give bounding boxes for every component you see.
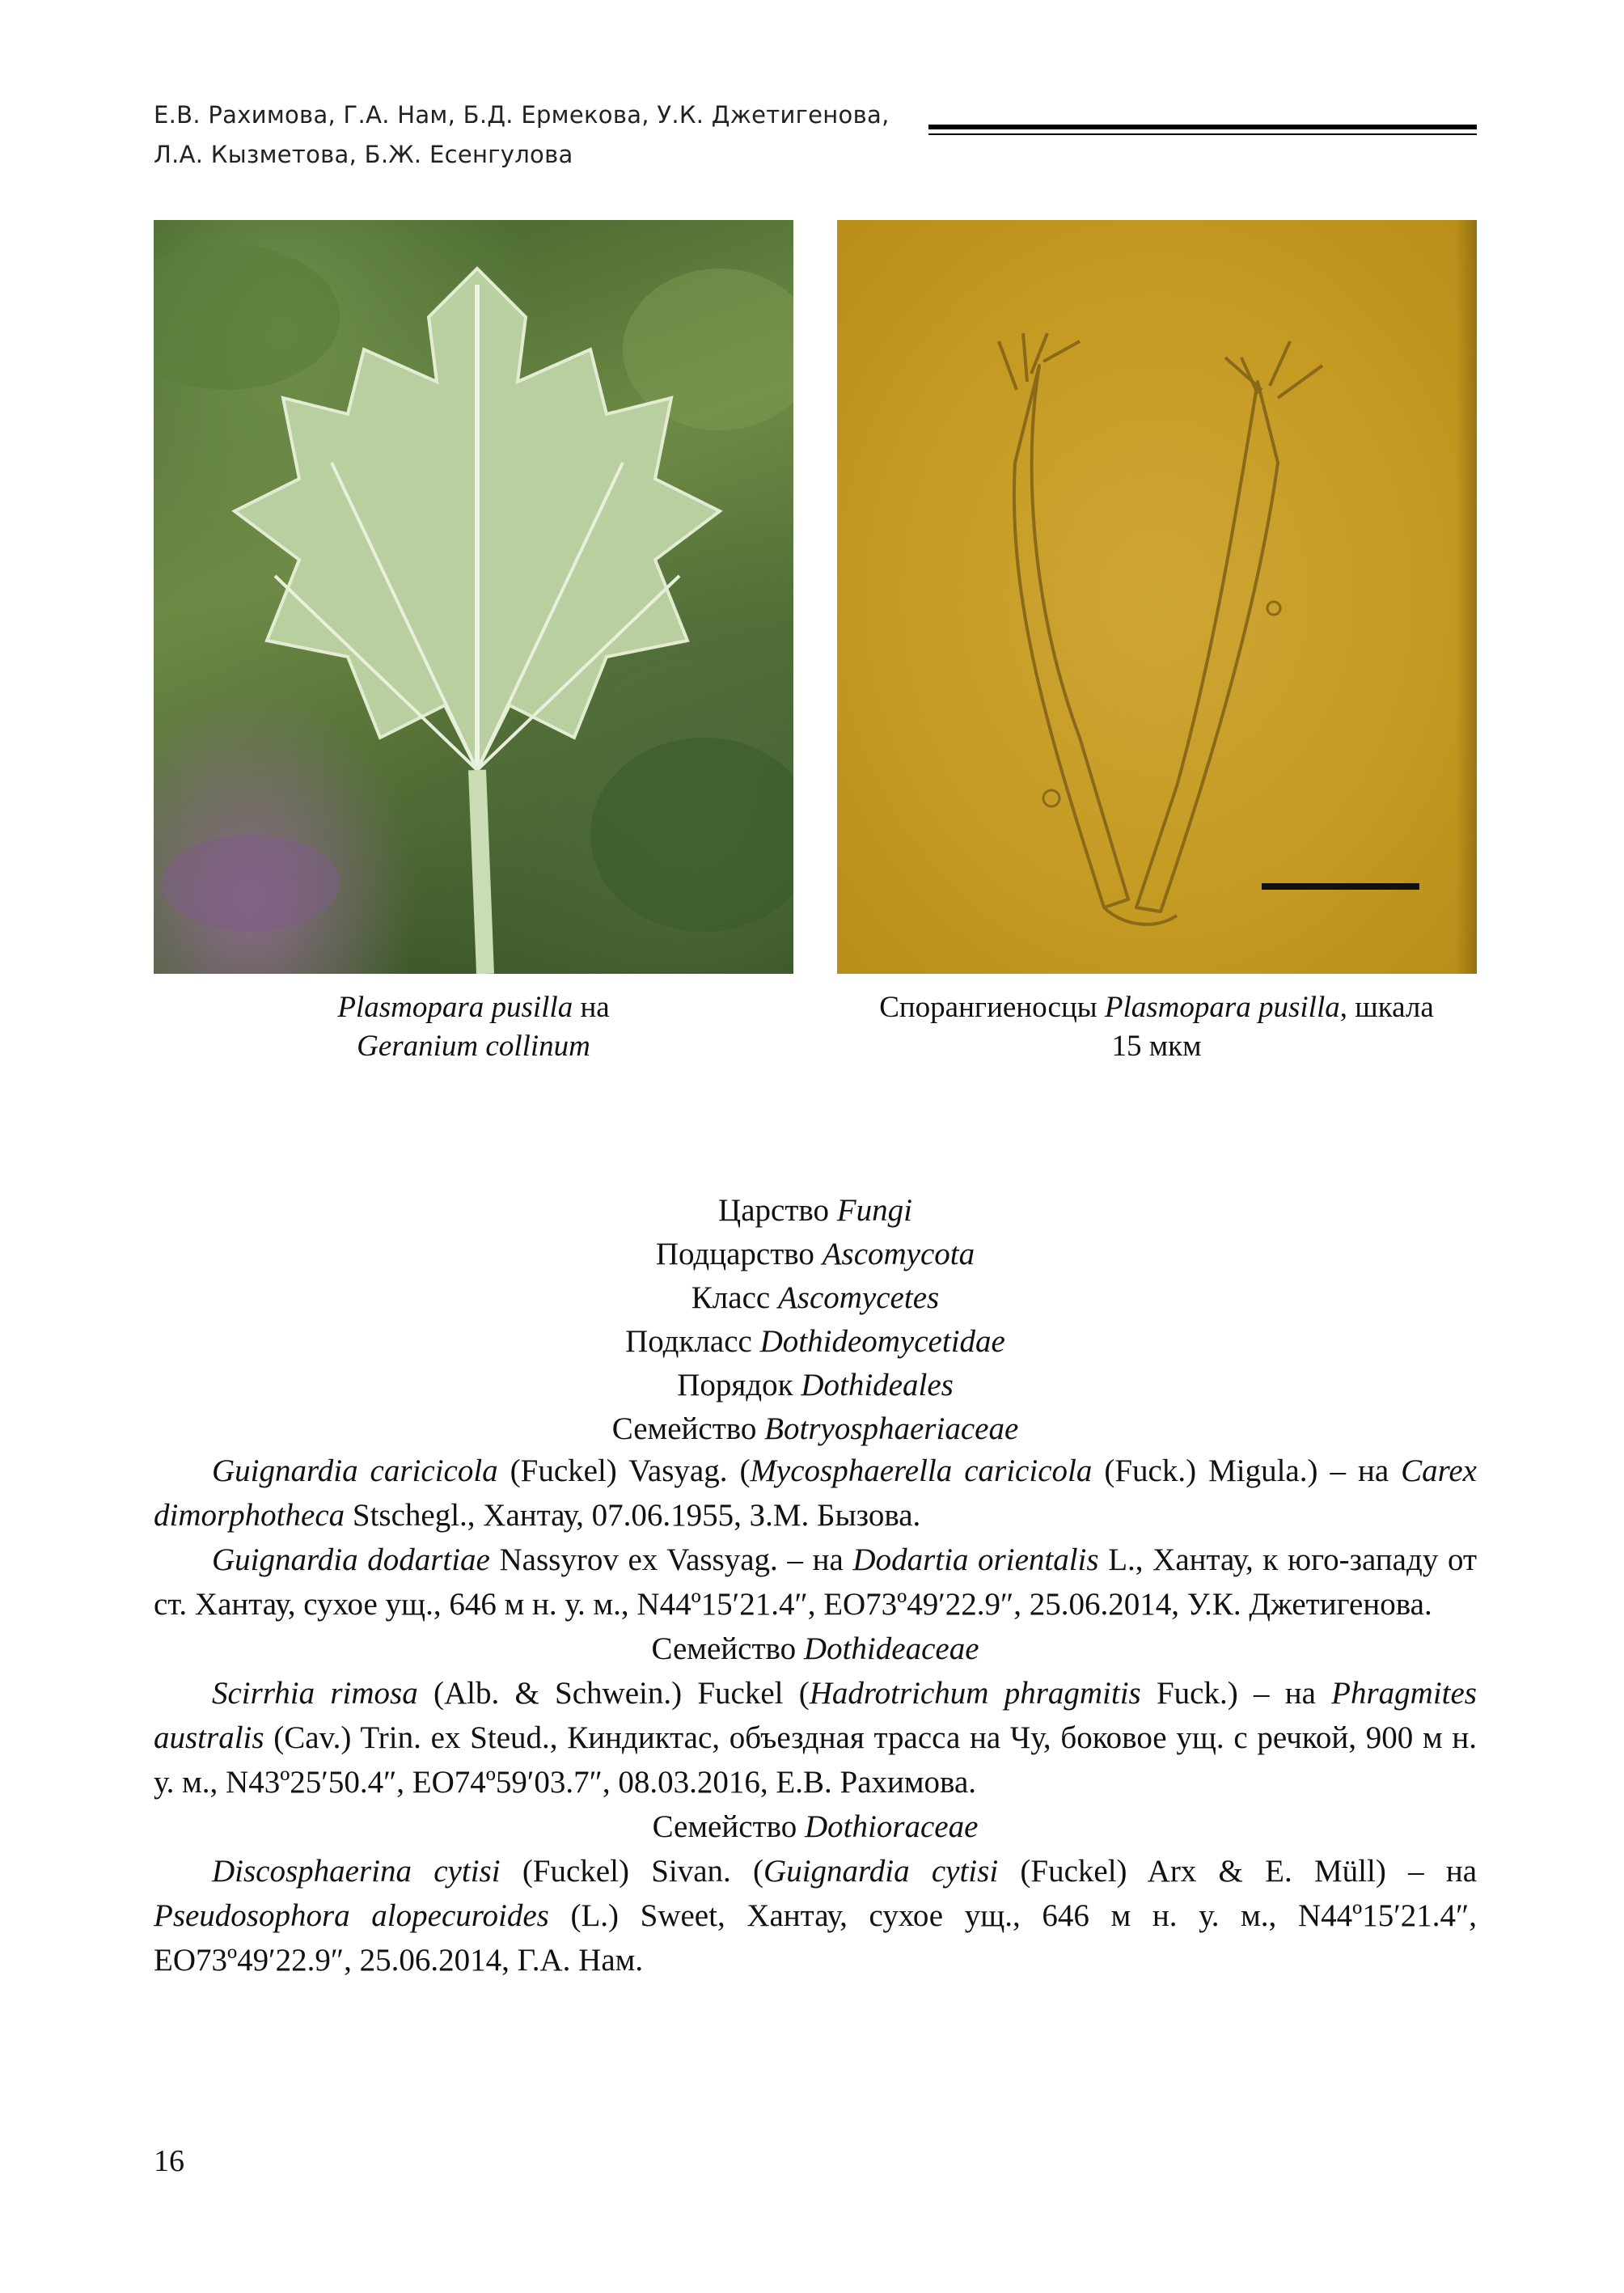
caption-left-line-1: Plasmopara pusilla на [337,991,610,1024]
taxon-class: Класс Ascomycetes [691,1280,940,1315]
species-name: Plasmopara pusilla [1104,991,1340,1024]
running-header-authors [154,95,922,175]
taxon-kingdom: Царство Fungi [718,1193,912,1228]
host-name: Geranium collinum [357,1030,590,1063]
photo-sporangiophores-micrograph [837,220,1477,974]
page-number: 16 [154,2144,184,2178]
header-rule-thick [928,125,1477,129]
scale-text: 15 мкм [1111,1030,1202,1063]
species-name: Plasmopara pusilla [337,991,573,1024]
taxon-order: Порядок Dothideales [677,1368,954,1402]
taxon-subkingdom: Подцарство Ascomycota [655,1237,975,1271]
species-entry: Scirrhia rimosa (Alb. & Schwein.) Fuckel (Hadrotrichum phragmitis Fuck.) – на Phragmites australis (Cav.) Trin. ex Steud., Киндиктас, объездная трасса на Чу, боковое ущ. с речкой, 900 м н. у. м., N43º25′50.4″, EO74º59′03.7″, 08.03.2016, Е.В. Рахимова. [154,1676,1477,1800]
caption-right-line-1: Спорангиеносцы Plasmopara pusilla, шкала [879,991,1434,1024]
photo-geranium-leaf [154,220,793,974]
taxon-family: Семейство Botryosphaeriaceae [611,1411,1019,1446]
figure-caption-right [825,988,1488,1066]
taxon-subclass: Подкласс Dothideomycetidae [625,1324,1005,1359]
family-heading: Семейство Dothioraceae [652,1809,979,1844]
species-entry: Guignardia caricicola (Fuckel) Vasyag. (Mycosphaerella caricicola (Fuck.) Migula.) – на Carex dimorphotheca Stschegl., Хантау, 07.06.1955, З.М. Бызова. [154,1453,1477,1533]
header-rule-thin [928,133,1477,135]
figure-caption-left [154,988,793,1066]
family-heading: Семейство Dothideaceae [651,1631,979,1666]
species-entry: Discosphaerina cytisi (Fuckel) Sivan. (Guignardia cytisi (Fuckel) Arx & E. Müll) – на Pseudosophora alopecuroides (L.) Sweet, Хантау, сухое ущ., 646 м н. у. м., N44º15′21.4″, EO73º49′22.9″, 25.06.2014, Г.А. Нам. [154,1854,1478,1978]
authors-line-2: Л.А. Кызметова, Б.Ж. Есенгулова [154,141,573,168]
species-entry: Guignardia dodartiae Nassyrov ex Vassyag. – на Dodartia orientalis L., Хантау, к юго-западу от ст. Хантау, сухое ущ., 646 м н. у. м., N44º15′21.4″, EO73º49′22.9″, 25.06.2014, У.К. Джетигенова. [154,1542,1478,1622]
authors-line-1: Е.В. Рахимова, Г.А. Нам, Б.Д. Ермекова, У.К. Джетигенова, [154,101,890,129]
species-list [154,1449,1477,1982]
taxonomy-hierarchy [154,1189,1477,1451]
